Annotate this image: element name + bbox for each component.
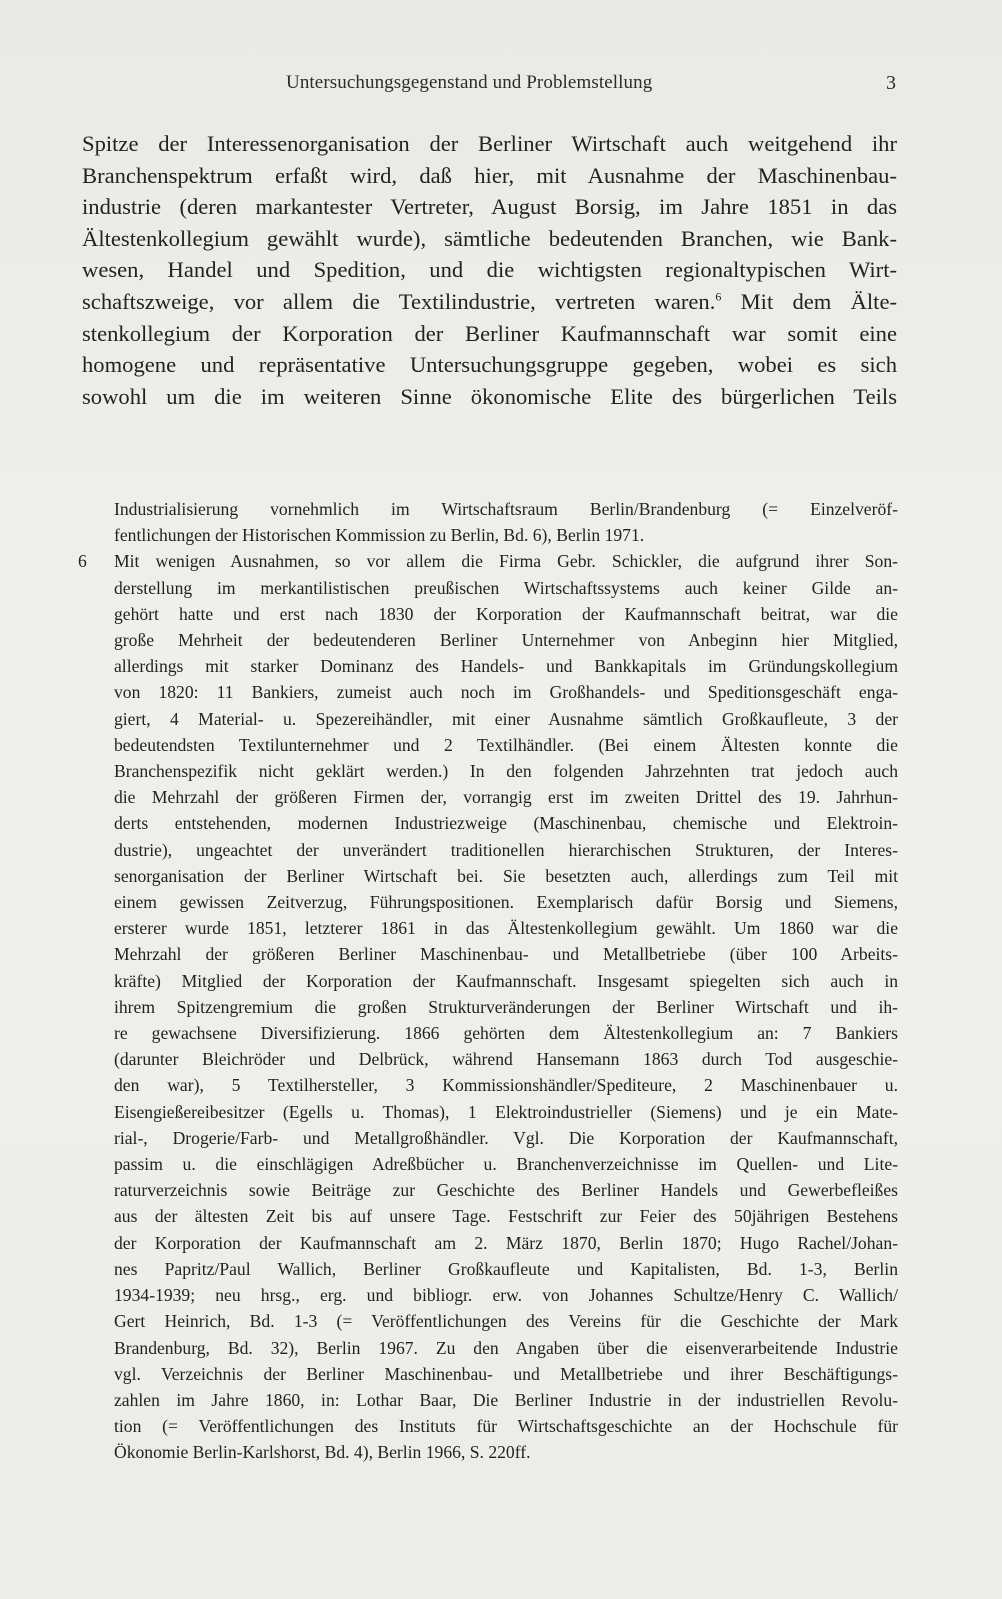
footnote-line: Mehrzahl der größeren Berliner Maschinenbau- und Metallbetriebe (über 100 Arbeits- [114,944,898,965]
body-line: homogene und repräsentative Untersuchungsgruppe gegeben, wobei es sich [82,352,897,378]
body-line: Branchenspektrum erfaßt wird, daß hier, mit Ausnahme der Maschinenbau- [82,162,897,188]
footnote-line: den war), 5 Textilhersteller, 3 Kommissionshändler/Spediteure, 2 Maschinenbauer u. [114,1075,898,1096]
body-line: stenkollegium der Korporation der Berliner Kaufmannschaft war somit eine [82,320,897,346]
body-line: Spitze der Interessenorganisation der Berliner Wirtschaft auch weitgehend ihr [82,131,897,156]
footnote-line: die Mehrzahl der größeren Firmen der, vorrangig erst im zweiten Drittel des 19. Jahrhun- [114,787,898,808]
footnote-continuation-line: fentlichungen der Historischen Kommission zu Berlin, Bd. 6), Berlin 1971. [114,525,645,546]
footnote-line: ersterer wurde 1851, letzterer 1861 in das Ältestenkollegium gewählt. Um 1860 war die [114,918,898,939]
footnote-line: vgl. Verzeichnis der Berliner Maschinenbau- und Metallbetriebe und ihrer Beschäftigungs- [114,1363,898,1384]
footnote-line: Mit wenigen Ausnahmen, so vor allem die Firma Gebr. Schickler, die aufgrund ihrer Son- [114,551,898,572]
body-line-tail: Mit dem Älte- [721,288,897,314]
footnote-line: einem gewissen Zeitverzug, Führungspositionen. Exemplarisch dafür Borsig und Siemens, [114,892,898,913]
footnote-line: große Mehrheit der bedeutenderen Berliner Unternehmer von Anbeginn hier Mitglied, [114,630,898,651]
footnotes [78,496,898,1466]
footnote-line: giert, 4 Material- u. Spezereihändler, mit einer Ausnahme sämtlich Großkaufleute, 3 der [114,708,898,729]
footnote-line: derts entstehenden, modernen Industriezweige (Maschinenbau, chemische und Elektroin- [114,813,898,834]
footnote-continuation-line: Industrialisierung vornehmlich im Wirtschaftsraum Berlin/Brandenburg (= Einzelveröf- [114,499,898,519]
footnote-line: Eisengießereibesitzer (Egells u. Thomas), 1 Elektroindustrieller (Siemens) und je ein Mate- [114,1101,898,1122]
footnote-line: der Korporation der Kaufmannschaft am 2. März 1870, Berlin 1870; Hugo Rachel/Johan- [114,1232,898,1253]
footnote-line: derstellung im merkantilistischen preußischen Wirtschaftssystems auch keiner Gilde an- [114,577,898,598]
footnote-number: 6 [78,551,87,572]
body-line-text: schaftszweige, vor allem die Textilindustrie, vertreten waren. [82,288,716,314]
footnote-line: passim u. die einschlägigen Adreßbücher u. Branchenverzeichnisse im Quellen- und Lite- [114,1154,898,1175]
page-number: 3 [886,72,896,94]
body-line: industrie (deren markantester Vertreter, August Borsig, im Jahre 1851 in das [82,194,897,220]
body-line: Ältestenkollegium gewählt wurde), sämtliche bedeutenden Branchen, wie Bank- [82,225,897,251]
footnote-line: bedeutendsten Textilunternehmer und 2 Textilhändler. (Bei einem Ältesten konnte die [114,734,898,755]
footnote-line: re gewachsene Diversifizierung. 1866 gehörten dem Ältestenkollegium an: 7 Bankiers [114,1023,898,1044]
body-line: wesen, Handel und Spedition, und die wichtigsten regionaltypischen Wirt- [82,257,897,283]
main-text [82,128,897,412]
footnote-line: ihrem Spitzengremium die großen Strukturveränderungen der Berliner Wirtschaft und ih- [114,996,898,1017]
footnote-line: dustrie), ungeachtet der unverändert traditionellen hierarchischen Strukturen, der Interes- [114,839,898,860]
footnote-line: 1934-1939; neu hrsg., erg. und bibliogr. erw. von Johannes Schultze/Henry C. Wallich/ [114,1285,898,1306]
footnote-line: tion (= Veröffentlichungen des Instituts für Wirtschaftsgeschichte an der Hochschule für [114,1416,898,1437]
footnote-line: Brandenburg, Bd. 32), Berlin 1967. Zu den Angaben über die eisenverarbeitende Industrie [114,1337,898,1358]
body-line: sowohl um die im weiteren Sinne ökonomische Elite des bürgerlichen Teils [82,383,897,409]
footnote-line: allerdings mit starker Dominanz des Handels- und Bankkapitals im Gründungskollegium [114,656,898,677]
footnote-reference: 6 [715,289,722,304]
footnote-line: zahlen im Jahre 1860, in: Lothar Baar, Die Berliner Industrie in der industriellen Revolu- [114,1389,898,1410]
footnote-line: aus der ältesten Zeit bis auf unsere Tage. Festschrift zur Feier des 50jährigen Bestehens [114,1206,898,1227]
footnote-line: rial-, Drogerie/Farb- und Metallgroßhändler. Vgl. Die Korporation der Kaufmannschaft, [114,1127,898,1148]
footnote-line: von 1820: 11 Bankiers, zumeist auch noch im Großhandels- und Speditionsgeschäft enga- [114,682,898,703]
footnote-6 [78,548,898,574]
body-line-with-footnote-ref [82,286,897,318]
footnote-line: raturverzeichnis sowie Beiträge zur Geschichte des Berliner Handels und Gewerbefleißes [114,1180,898,1201]
footnote-line: (darunter Bleichröder und Delbrück, während Hansemann 1863 durch Tod ausgeschie- [114,1049,898,1070]
footnote-line: gehört hatte und erst nach 1830 der Korporation der Kaufmannschaft beitrat, war die [114,603,898,624]
running-head-title: Untersuchungsgegenstand und Problemstellung [286,72,653,93]
footnote-line: Gert Heinrich, Bd. 1-3 (= Veröffentlichungen des Vereins für die Geschichte der Mark [114,1311,898,1332]
footnote-line: nes Papritz/Paul Wallich, Berliner Großkaufleute und Kapitalisten, Bd. 1-3, Berlin [114,1258,898,1279]
footnote-line: Ökonomie Berlin-Karlshorst, Bd. 4), Berlin 1966, S. 220ff. [114,1442,531,1463]
footnote-line: Branchenspezifik nicht geklärt werden.) In den folgenden Jahrzehnten trat jedoch auch [114,761,898,782]
footnote-line: kräfte) Mitglied der Korporation der Kaufmannschaft. Insgesamt spiegelten sich auch in [114,970,898,991]
footnote-line: senorganisation der Berliner Wirtschaft bei. Sie besetzten auch, allerdings zum Teil mit [114,865,898,886]
